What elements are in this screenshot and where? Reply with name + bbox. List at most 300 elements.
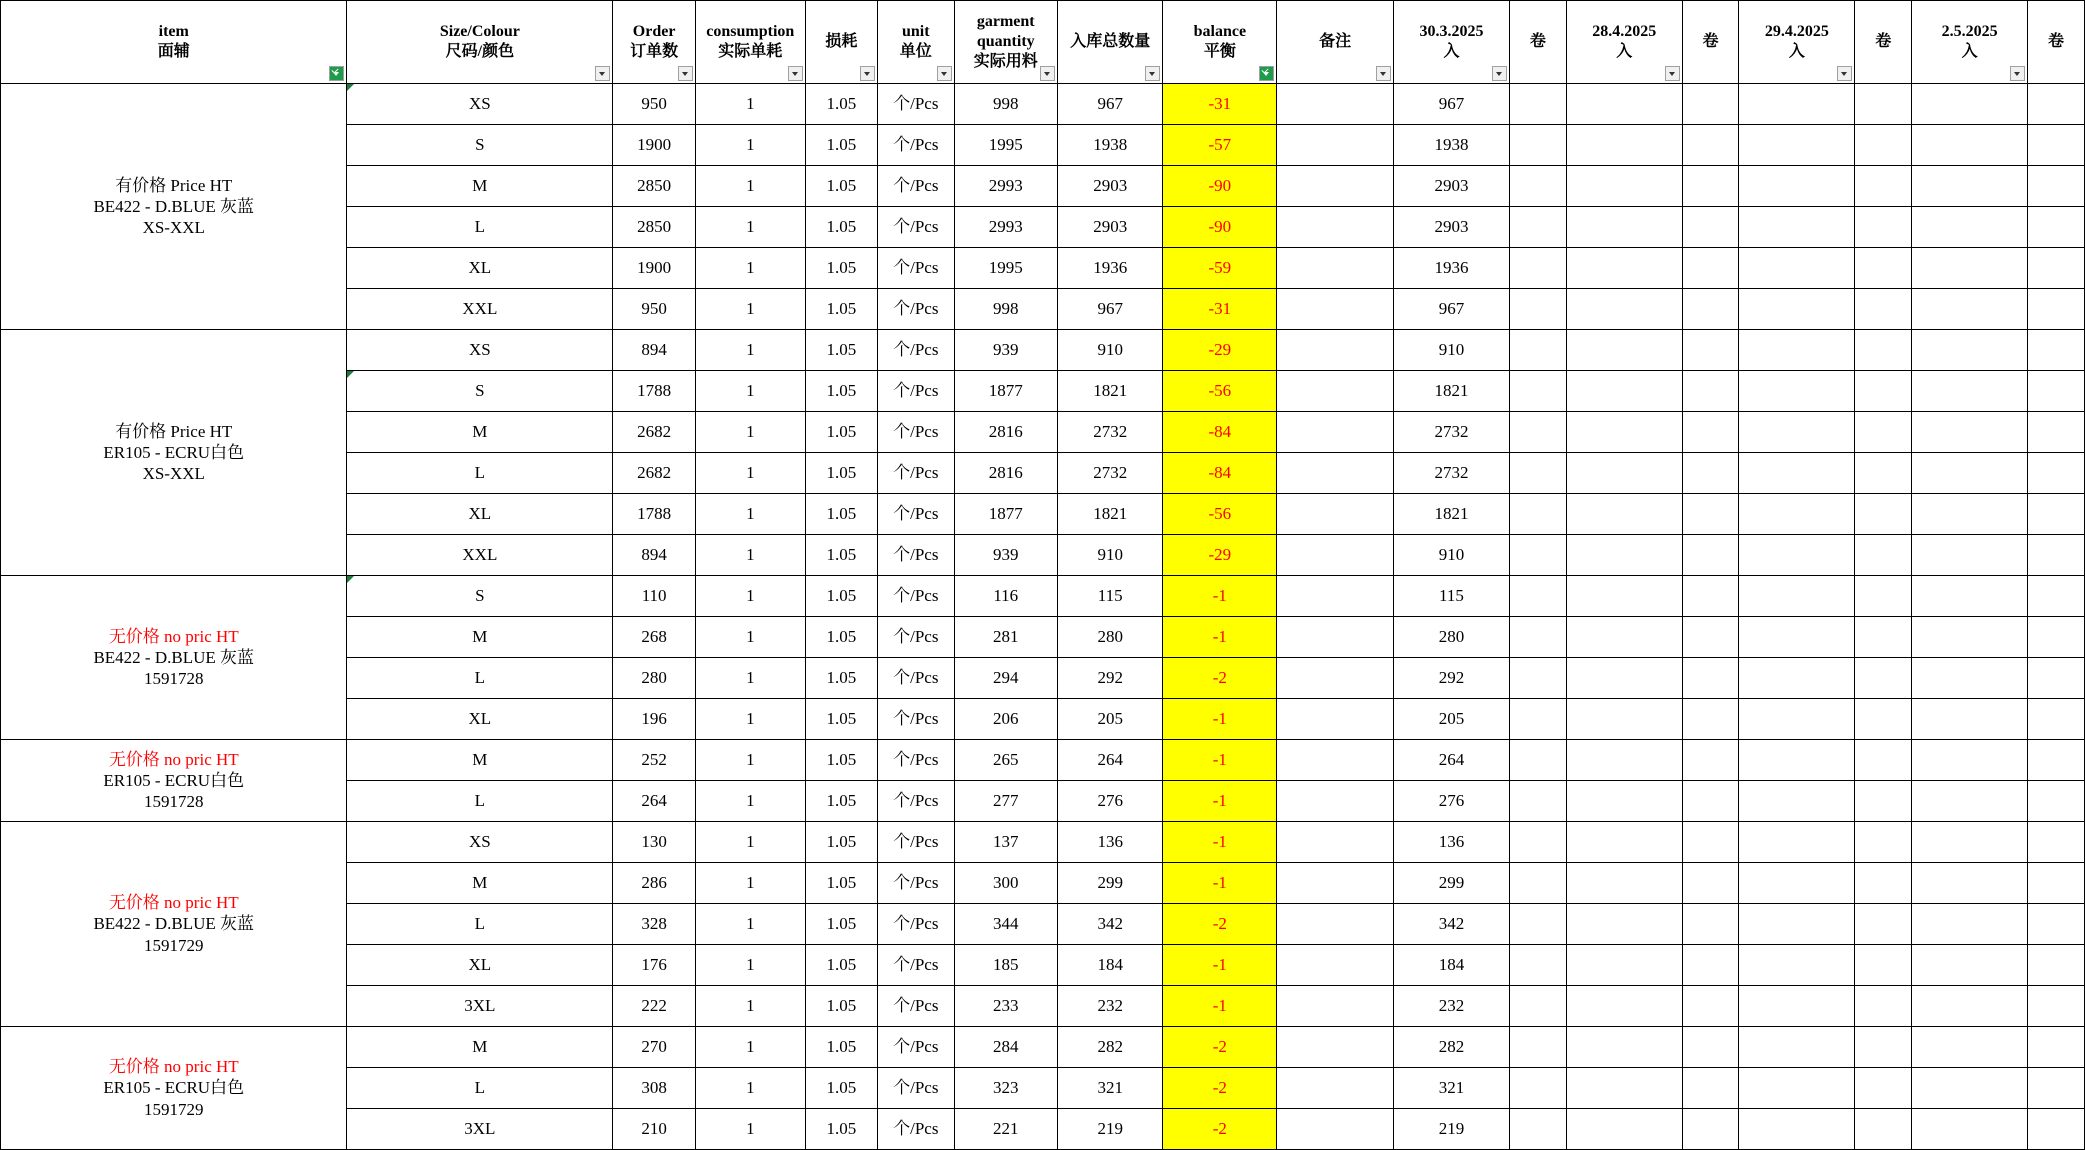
cell-date1-rolls: [1509, 412, 1566, 453]
cell-date1-in: 1821: [1394, 494, 1510, 535]
cell-date1-in: 1938: [1394, 125, 1510, 166]
chevron-down-icon: [941, 72, 947, 76]
cell-remark: [1277, 207, 1394, 248]
cell-order-qty: 196: [613, 699, 696, 740]
cell-date4-in: [1912, 781, 2028, 822]
cell-date2-rolls: [1682, 207, 1739, 248]
cell-loss: 1.05: [805, 617, 877, 658]
cell-date3-in: [1739, 781, 1855, 822]
cell-date4-in: [1912, 412, 2028, 453]
cell-date4-rolls: [2028, 1027, 2085, 1068]
cell-remark: [1277, 699, 1394, 740]
cell-date1-rolls: [1509, 453, 1566, 494]
cell-date2-in: [1566, 576, 1682, 617]
cell-date1-in: 282: [1394, 1027, 1510, 1068]
filter-dropdown-d1[interactable]: [1492, 66, 1507, 81]
cell-date4-in: [1912, 576, 2028, 617]
cell-order-qty: 2850: [613, 207, 696, 248]
cell-date1-rolls: [1509, 125, 1566, 166]
cell-size-colour: 3XL: [347, 1109, 613, 1150]
cell-size-colour: L: [347, 658, 613, 699]
cell-date1-in: 2732: [1394, 412, 1510, 453]
column-header-d2r: [1682, 1, 1739, 84]
cell-date4-rolls: [2028, 658, 2085, 699]
cell-date4-in: [1912, 207, 2028, 248]
filter-dropdown-loss[interactable]: [860, 66, 875, 81]
cell-date3-rolls: [1855, 1027, 1912, 1068]
cell-size-colour: XL: [347, 945, 613, 986]
table-body: [1, 84, 2085, 1150]
cell-balance: -2: [1163, 904, 1277, 945]
chevron-down-icon: [682, 72, 688, 76]
cell-date2-rolls: [1682, 535, 1739, 576]
cell-consumption: 1: [696, 330, 806, 371]
cell-consumption: 1: [696, 1027, 806, 1068]
cell-size-colour: M: [347, 863, 613, 904]
cell-stock-total: 2903: [1057, 166, 1162, 207]
cell-date2-rolls: [1682, 822, 1739, 863]
cell-consumption: 1: [696, 453, 806, 494]
cell-loss: 1.05: [805, 207, 877, 248]
cell-date4-in: [1912, 945, 2028, 986]
cell-date2-rolls: [1682, 494, 1739, 535]
filter-dropdown-d4[interactable]: [2010, 66, 2025, 81]
item-group-line: 无价格 no pric HT: [108, 749, 239, 769]
filter-dropdown-d3[interactable]: [1837, 66, 1852, 81]
cell-size-colour: M: [347, 412, 613, 453]
cell-garment-quantity: 2993: [954, 166, 1057, 207]
cell-date2-in: [1566, 166, 1682, 207]
item-group-cell: [1, 740, 347, 822]
column-header-line: 2.5.2025: [1941, 23, 1998, 40]
cell-date2-rolls: [1682, 166, 1739, 207]
cell-order-qty: 2850: [613, 166, 696, 207]
cell-date2-rolls: [1682, 371, 1739, 412]
cell-date4-rolls: [2028, 740, 2085, 781]
cell-date2-rolls: [1682, 453, 1739, 494]
cell-stock-total: 967: [1057, 289, 1162, 330]
cell-remark: [1277, 576, 1394, 617]
cell-date3-rolls: [1855, 1109, 1912, 1150]
cell-order-qty: 1788: [613, 371, 696, 412]
cell-balance: -1: [1163, 986, 1277, 1027]
cell-size-colour: XXL: [347, 289, 613, 330]
cell-date1-in: 276: [1394, 781, 1510, 822]
cell-balance: -1: [1163, 740, 1277, 781]
cell-date3-in: [1739, 740, 1855, 781]
cell-date2-in: [1566, 1109, 1682, 1150]
cell-balance: -2: [1163, 658, 1277, 699]
cell-balance: -56: [1163, 371, 1277, 412]
cell-size-colour: XS: [347, 822, 613, 863]
cell-stock-total: 292: [1057, 658, 1162, 699]
column-header-d4: [1912, 1, 2028, 84]
cell-date2-rolls: [1682, 658, 1739, 699]
cell-date3-rolls: [1855, 289, 1912, 330]
chevron-down-icon: [864, 72, 870, 76]
cell-date3-in: [1739, 412, 1855, 453]
cell-size-colour: M: [347, 1027, 613, 1068]
item-group-line: 1591729: [143, 935, 204, 955]
item-group-line: 无价格 no pric HT: [108, 1057, 239, 1077]
cell-garment-quantity: 265: [954, 740, 1057, 781]
cell-date3-rolls: [1855, 248, 1912, 289]
cell-remark: [1277, 781, 1394, 822]
cell-balance: -84: [1163, 412, 1277, 453]
cell-loss: 1.05: [805, 453, 877, 494]
cell-date1-in: 280: [1394, 617, 1510, 658]
cell-date3-rolls: [1855, 576, 1912, 617]
chevron-down-icon: [333, 72, 339, 76]
cell-remark: [1277, 986, 1394, 1027]
cell-date2-in: [1566, 822, 1682, 863]
cell-date3-in: [1739, 699, 1855, 740]
cell-date4-in: [1912, 330, 2028, 371]
cell-loss: 1.05: [805, 863, 877, 904]
cell-date2-in: [1566, 617, 1682, 658]
chevron-down-icon: [1669, 72, 1675, 76]
cell-date1-rolls: [1509, 535, 1566, 576]
cell-date3-in: [1739, 125, 1855, 166]
column-header-line: 尺码/颜色: [445, 43, 515, 60]
cell-loss: 1.05: [805, 1027, 877, 1068]
cell-size-colour: M: [347, 166, 613, 207]
cell-date3-rolls: [1855, 494, 1912, 535]
cell-garment-quantity: 116: [954, 576, 1057, 617]
cell-consumption: 1: [696, 289, 806, 330]
filter-dropdown-unit[interactable]: [937, 66, 952, 81]
cell-date2-in: [1566, 535, 1682, 576]
cell-size-colour: XL: [347, 248, 613, 289]
cell-stock-total: 2732: [1057, 412, 1162, 453]
cell-stock-total: 321: [1057, 1068, 1162, 1109]
cell-date3-rolls: [1855, 84, 1912, 125]
cell-loss: 1.05: [805, 740, 877, 781]
cell-garment-quantity: 294: [954, 658, 1057, 699]
cell-date4-rolls: [2028, 904, 2085, 945]
filter-dropdown-size_colour[interactable]: [595, 66, 610, 81]
cell-date2-in: [1566, 658, 1682, 699]
cell-date1-in: 2732: [1394, 453, 1510, 494]
cell-remark: [1277, 740, 1394, 781]
cell-garment-quantity: 221: [954, 1109, 1057, 1150]
item-group-line: 1591729: [143, 1099, 204, 1119]
cell-date3-rolls: [1855, 535, 1912, 576]
cell-remark: [1277, 535, 1394, 576]
cell-order-qty: 210: [613, 1109, 696, 1150]
cell-loss: 1.05: [805, 84, 877, 125]
cell-unit: 个/Pcs: [878, 207, 955, 248]
cell-stock-total: 910: [1057, 535, 1162, 576]
cell-date2-rolls: [1682, 289, 1739, 330]
cell-unit: 个/Pcs: [878, 986, 955, 1027]
cell-date3-in: [1739, 535, 1855, 576]
filter-dropdown-remark[interactable]: [1376, 66, 1391, 81]
cell-date1-in: 299: [1394, 863, 1510, 904]
cell-balance: -2: [1163, 1068, 1277, 1109]
cell-stock-total: 232: [1057, 986, 1162, 1027]
cell-date3-rolls: [1855, 125, 1912, 166]
cell-unit: 个/Pcs: [878, 330, 955, 371]
cell-date1-rolls: [1509, 576, 1566, 617]
cell-date1-rolls: [1509, 494, 1566, 535]
cell-remark: [1277, 1068, 1394, 1109]
cell-unit: 个/Pcs: [878, 371, 955, 412]
filter-dropdown-consumption[interactable]: [788, 66, 803, 81]
column-header-item: [1, 1, 347, 84]
cell-date3-rolls: [1855, 412, 1912, 453]
cell-garment-quantity: 206: [954, 699, 1057, 740]
cell-date1-in: 1936: [1394, 248, 1510, 289]
cell-date1-rolls: [1509, 84, 1566, 125]
cell-date2-rolls: [1682, 1027, 1739, 1068]
cell-balance: -1: [1163, 617, 1277, 658]
cell-unit: 个/Pcs: [878, 576, 955, 617]
cell-loss: 1.05: [805, 125, 877, 166]
cell-size-colour: L: [347, 207, 613, 248]
cell-stock-total: 276: [1057, 781, 1162, 822]
filter-dropdown-stock_total[interactable]: [1145, 66, 1160, 81]
filter-dropdown-garment_quantity[interactable]: [1040, 66, 1055, 81]
column-header-line: 卷: [1529, 33, 1546, 50]
cell-stock-total: 136: [1057, 822, 1162, 863]
chevron-down-icon: [1841, 72, 1847, 76]
cell-date3-rolls: [1855, 166, 1912, 207]
cell-date1-rolls: [1509, 617, 1566, 658]
cell-date2-in: [1566, 863, 1682, 904]
cell-loss: 1.05: [805, 412, 877, 453]
cell-date4-rolls: [2028, 330, 2085, 371]
cell-date2-rolls: [1682, 125, 1739, 166]
cell-unit: 个/Pcs: [878, 1109, 955, 1150]
filter-dropdown-item[interactable]: [329, 66, 344, 81]
cell-date4-rolls: [2028, 699, 2085, 740]
item-group-line: XS-XXL: [142, 464, 205, 484]
item-group-cell: [1, 1027, 347, 1150]
cell-date2-in: [1566, 289, 1682, 330]
cell-unit: 个/Pcs: [878, 494, 955, 535]
column-header-line: 入: [1961, 43, 1978, 60]
cell-loss: 1.05: [805, 1109, 877, 1150]
cell-order-qty: 950: [613, 84, 696, 125]
cell-balance: -2: [1163, 1109, 1277, 1150]
item-group-line: XS-XXL: [142, 218, 205, 238]
cell-size-colour: L: [347, 1068, 613, 1109]
cell-date3-in: [1739, 207, 1855, 248]
cell-balance: -90: [1163, 166, 1277, 207]
cell-garment-quantity: 1877: [954, 494, 1057, 535]
cell-date2-rolls: [1682, 412, 1739, 453]
cell-garment-quantity: 137: [954, 822, 1057, 863]
cell-date4-rolls: [2028, 945, 2085, 986]
cell-garment-quantity: 2816: [954, 412, 1057, 453]
cell-date3-in: [1739, 330, 1855, 371]
table-row: [1, 740, 2085, 781]
cell-size-colour: XS: [347, 84, 613, 125]
cell-date4-in: [1912, 535, 2028, 576]
cell-date2-rolls: [1682, 576, 1739, 617]
cell-date4-rolls: [2028, 1068, 2085, 1109]
cell-date1-rolls: [1509, 330, 1566, 371]
cell-date3-rolls: [1855, 945, 1912, 986]
cell-date2-rolls: [1682, 330, 1739, 371]
cell-balance: -31: [1163, 84, 1277, 125]
chevron-down-icon: [2014, 72, 2020, 76]
cell-date1-rolls: [1509, 1109, 1566, 1150]
cell-date1-rolls: [1509, 1068, 1566, 1109]
cell-date4-in: [1912, 822, 2028, 863]
cell-consumption: 1: [696, 904, 806, 945]
cell-unit: 个/Pcs: [878, 863, 955, 904]
cell-consumption: 1: [696, 207, 806, 248]
cell-date2-in: [1566, 330, 1682, 371]
cell-date4-in: [1912, 699, 2028, 740]
table-row: [1, 822, 2085, 863]
column-header-line: unit: [901, 23, 930, 40]
cell-date2-rolls: [1682, 1109, 1739, 1150]
filter-dropdown-d2[interactable]: [1665, 66, 1680, 81]
table-row: [1, 84, 2085, 125]
cell-date3-rolls: [1855, 904, 1912, 945]
cell-date4-in: [1912, 125, 2028, 166]
cell-date1-in: 2903: [1394, 166, 1510, 207]
column-header-balance: [1163, 1, 1277, 84]
cell-date4-in: [1912, 658, 2028, 699]
cell-balance: -90: [1163, 207, 1277, 248]
cell-garment-quantity: 2816: [954, 453, 1057, 494]
cell-date2-in: [1566, 904, 1682, 945]
cell-unit: 个/Pcs: [878, 453, 955, 494]
item-group-line: 无价格 no pric HT: [108, 893, 239, 913]
cell-unit: 个/Pcs: [878, 822, 955, 863]
table-row: [1, 1027, 2085, 1068]
column-header-remark: [1277, 1, 1394, 84]
cell-date1-rolls: [1509, 863, 1566, 904]
cell-stock-total: 299: [1057, 863, 1162, 904]
column-header-line: 28.4.2025: [1592, 23, 1657, 40]
cell-consumption: 1: [696, 125, 806, 166]
cell-date1-rolls: [1509, 822, 1566, 863]
cell-order-qty: 1900: [613, 125, 696, 166]
item-group-cell: [1, 576, 347, 740]
cell-garment-quantity: 300: [954, 863, 1057, 904]
item-group-line: ER105 - ECRU白色: [103, 442, 245, 462]
cell-size-colour: L: [347, 781, 613, 822]
column-header-loss: [805, 1, 877, 84]
cell-date1-rolls: [1509, 658, 1566, 699]
chevron-down-icon: [1263, 72, 1269, 76]
cell-date4-rolls: [2028, 986, 2085, 1027]
cell-date2-rolls: [1682, 1068, 1739, 1109]
cell-balance: -57: [1163, 125, 1277, 166]
chevron-down-icon: [1380, 72, 1386, 76]
cell-loss: 1.05: [805, 781, 877, 822]
cell-date3-rolls: [1855, 330, 1912, 371]
cell-remark: [1277, 1109, 1394, 1150]
cell-consumption: 1: [696, 740, 806, 781]
cell-remark: [1277, 125, 1394, 166]
column-header-line: 订单数: [630, 43, 679, 60]
column-header-garment_quantity: [954, 1, 1057, 84]
cell-balance: -1: [1163, 576, 1277, 617]
cell-unit: 个/Pcs: [878, 535, 955, 576]
cell-consumption: 1: [696, 1109, 806, 1150]
column-header-line: 29.4.2025: [1764, 23, 1829, 40]
cell-remark: [1277, 494, 1394, 535]
cell-date4-in: [1912, 1109, 2028, 1150]
column-header-unit: [878, 1, 955, 84]
cell-consumption: 1: [696, 248, 806, 289]
item-group-line: BE422 - D.BLUE 灰蓝: [93, 914, 254, 934]
cell-remark: [1277, 617, 1394, 658]
cell-unit: 个/Pcs: [878, 412, 955, 453]
item-group-cell: [1, 822, 347, 1027]
cell-balance: -59: [1163, 248, 1277, 289]
cell-consumption: 1: [696, 658, 806, 699]
cell-stock-total: 2903: [1057, 207, 1162, 248]
cell-date1-in: 184: [1394, 945, 1510, 986]
column-header-line: 入: [1616, 43, 1633, 60]
cell-stock-total: 205: [1057, 699, 1162, 740]
cell-stock-total: 1821: [1057, 371, 1162, 412]
cell-stock-total: 280: [1057, 617, 1162, 658]
cell-unit: 个/Pcs: [878, 289, 955, 330]
cell-unit: 个/Pcs: [878, 904, 955, 945]
column-header-consumption: [696, 1, 806, 84]
cell-size-colour: M: [347, 740, 613, 781]
cell-date2-rolls: [1682, 740, 1739, 781]
column-header-line: 单位: [899, 43, 932, 60]
column-header-line: 入库总数量: [1070, 33, 1151, 50]
column-header-d4r: [2028, 1, 2085, 84]
cell-order-qty: 894: [613, 330, 696, 371]
column-header-line: 备注: [1319, 33, 1352, 50]
cell-size-colour: XS: [347, 330, 613, 371]
cell-date3-rolls: [1855, 371, 1912, 412]
column-header-d1r: [1509, 1, 1566, 84]
cell-date1-rolls: [1509, 166, 1566, 207]
column-header-d2: [1566, 1, 1682, 84]
cell-consumption: 1: [696, 617, 806, 658]
column-header-line: 卷: [2048, 33, 2065, 50]
chevron-down-icon: [1496, 72, 1502, 76]
cell-date1-in: 342: [1394, 904, 1510, 945]
cell-consumption: 1: [696, 863, 806, 904]
column-header-line: 实际单耗: [718, 43, 783, 60]
column-header-line: balance: [1193, 23, 1247, 40]
cell-date1-rolls: [1509, 781, 1566, 822]
cell-date4-in: [1912, 84, 2028, 125]
cell-date1-in: 321: [1394, 1068, 1510, 1109]
cell-remark: [1277, 166, 1394, 207]
column-header-line: 卷: [1875, 33, 1892, 50]
column-header-line: 面辅: [157, 43, 190, 60]
cell-date3-rolls: [1855, 986, 1912, 1027]
cell-date3-in: [1739, 945, 1855, 986]
filter-dropdown-order[interactable]: [678, 66, 693, 81]
cell-date4-rolls: [2028, 494, 2085, 535]
cell-date2-in: [1566, 945, 1682, 986]
cell-loss: 1.05: [805, 248, 877, 289]
cell-date3-rolls: [1855, 617, 1912, 658]
chevron-down-icon: [599, 72, 605, 76]
item-group-line: 有价格 Price HT: [115, 421, 233, 441]
item-group-line: 无价格 no pric HT: [108, 626, 239, 646]
cell-date2-rolls: [1682, 617, 1739, 658]
cell-consumption: 1: [696, 535, 806, 576]
filter-dropdown-balance[interactable]: [1259, 66, 1274, 81]
cell-date1-in: 136: [1394, 822, 1510, 863]
